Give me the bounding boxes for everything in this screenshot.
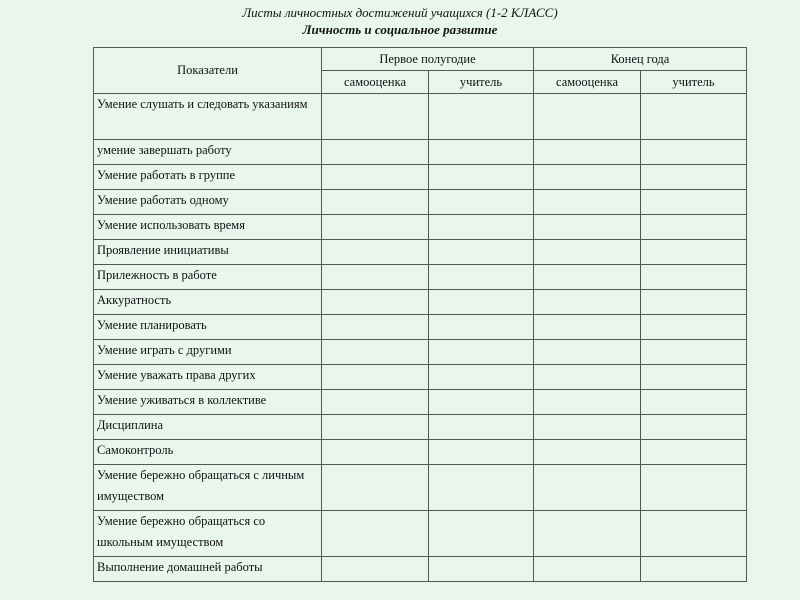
year-end-teacher-cell[interactable] [641, 215, 747, 240]
table-row [94, 340, 747, 365]
first-half-teacher-cell[interactable] [429, 511, 534, 557]
table-row [94, 390, 747, 415]
year-end-teacher-cell[interactable] [641, 440, 747, 465]
header-first-half-self: самооценка [322, 71, 429, 94]
first-half-teacher-cell[interactable] [429, 265, 534, 290]
year-end-self-cell[interactable] [534, 390, 641, 415]
year-end-self-cell[interactable] [534, 265, 641, 290]
year-end-self-cell[interactable] [534, 315, 641, 340]
header-indicators: Показатели [94, 48, 322, 94]
year-end-self-cell[interactable] [534, 511, 641, 557]
first-half-teacher-cell[interactable] [429, 440, 534, 465]
table-row [94, 94, 747, 140]
row-label: Аккуратность [94, 290, 322, 315]
first-half-teacher-cell[interactable] [429, 215, 534, 240]
year-end-self-cell[interactable] [534, 140, 641, 165]
first-half-teacher-cell[interactable] [429, 165, 534, 190]
row-label: Умение использовать время [94, 215, 322, 240]
row-label: Умение бережно обращаться с личным имуществом [94, 465, 322, 511]
first-half-teacher-cell[interactable] [429, 290, 534, 315]
header-year-end-teacher: учитель [641, 71, 747, 94]
row-label: Умение слушать и следовать указаниям [94, 94, 322, 140]
year-end-teacher-cell[interactable] [641, 165, 747, 190]
table-row [94, 240, 747, 265]
table-row [94, 190, 747, 215]
table-row [94, 165, 747, 190]
page-title: Листы личностных достижений учащихся (1-2 КЛАСС) [242, 5, 558, 20]
table-row [94, 511, 747, 557]
first-half-self-cell[interactable] [322, 340, 429, 365]
year-end-self-cell[interactable] [534, 557, 641, 582]
year-end-teacher-cell[interactable] [641, 240, 747, 265]
year-end-teacher-cell[interactable] [641, 365, 747, 390]
year-end-self-cell[interactable] [534, 440, 641, 465]
year-end-self-cell[interactable] [534, 415, 641, 440]
row-label: Умение планировать [94, 315, 322, 340]
table-row [94, 215, 747, 240]
first-half-self-cell[interactable] [322, 557, 429, 582]
header-year-end: Конец года [534, 48, 747, 71]
first-half-teacher-cell[interactable] [429, 94, 534, 140]
first-half-teacher-cell[interactable] [429, 365, 534, 390]
first-half-teacher-cell[interactable] [429, 340, 534, 365]
year-end-self-cell[interactable] [534, 190, 641, 215]
first-half-self-cell[interactable] [322, 165, 429, 190]
year-end-teacher-cell[interactable] [641, 290, 747, 315]
first-half-self-cell[interactable] [322, 440, 429, 465]
header-row-main [94, 48, 747, 71]
table-row [94, 415, 747, 440]
first-half-self-cell[interactable] [322, 190, 429, 215]
first-half-self-cell[interactable] [322, 365, 429, 390]
header-year-end-self: самооценка [534, 71, 641, 94]
year-end-self-cell[interactable] [534, 240, 641, 265]
year-end-self-cell[interactable] [534, 94, 641, 140]
row-label: Выполнение домашней работы [94, 557, 322, 582]
year-end-teacher-cell[interactable] [641, 190, 747, 215]
year-end-self-cell[interactable] [534, 365, 641, 390]
first-half-self-cell[interactable] [322, 511, 429, 557]
year-end-self-cell[interactable] [534, 215, 641, 240]
year-end-self-cell[interactable] [534, 465, 641, 511]
first-half-self-cell[interactable] [322, 465, 429, 511]
first-half-self-cell[interactable] [322, 140, 429, 165]
first-half-teacher-cell[interactable] [429, 190, 534, 215]
row-label: Умение уживаться в коллективе [94, 390, 322, 415]
table-row [94, 265, 747, 290]
first-half-self-cell[interactable] [322, 265, 429, 290]
first-half-teacher-cell[interactable] [429, 315, 534, 340]
year-end-teacher-cell[interactable] [641, 140, 747, 165]
table-body [94, 94, 747, 582]
first-half-teacher-cell[interactable] [429, 390, 534, 415]
first-half-self-cell[interactable] [322, 390, 429, 415]
first-half-self-cell[interactable] [322, 240, 429, 265]
table-row [94, 440, 747, 465]
year-end-teacher-cell[interactable] [641, 415, 747, 440]
page-subtitle: Личность и социальное развитие [302, 22, 498, 37]
row-label: Прилежность в работе [94, 265, 322, 290]
row-label: Умение играть с другими [94, 340, 322, 365]
year-end-teacher-cell[interactable] [641, 94, 747, 140]
first-half-teacher-cell[interactable] [429, 465, 534, 511]
row-label: Умение работать одному [94, 190, 322, 215]
table-row [94, 465, 747, 511]
year-end-teacher-cell[interactable] [641, 465, 747, 511]
year-end-teacher-cell[interactable] [641, 265, 747, 290]
table-row [94, 315, 747, 340]
row-label: Умение уважать права других [94, 365, 322, 390]
first-half-self-cell[interactable] [322, 315, 429, 340]
year-end-teacher-cell[interactable] [641, 390, 747, 415]
achievement-table [93, 47, 747, 582]
row-label: Проявление инициативы [94, 240, 322, 265]
table-row [94, 365, 747, 390]
year-end-teacher-cell[interactable] [641, 340, 747, 365]
year-end-self-cell[interactable] [534, 290, 641, 315]
row-label: Умение работать в группе [94, 165, 322, 190]
row-label: Самоконтроль [94, 440, 322, 465]
first-half-teacher-cell[interactable] [429, 557, 534, 582]
header-first-half-teacher: учитель [429, 71, 534, 94]
first-half-self-cell[interactable] [322, 415, 429, 440]
first-half-self-cell[interactable] [322, 290, 429, 315]
year-end-teacher-cell[interactable] [641, 315, 747, 340]
first-half-teacher-cell[interactable] [429, 140, 534, 165]
year-end-self-cell[interactable] [534, 165, 641, 190]
table-row [94, 140, 747, 165]
table-row [94, 557, 747, 582]
page-heading [0, 4, 800, 38]
year-end-self-cell[interactable] [534, 340, 641, 365]
first-half-teacher-cell[interactable] [429, 240, 534, 265]
table-row [94, 290, 747, 315]
row-label: Умение бережно обращаться со школьным имуществом [94, 511, 322, 557]
year-end-teacher-cell[interactable] [641, 511, 747, 557]
header-first-half: Первое полугодие [322, 48, 534, 71]
first-half-self-cell[interactable] [322, 94, 429, 140]
row-label: Дисциплина [94, 415, 322, 440]
first-half-teacher-cell[interactable] [429, 415, 534, 440]
year-end-teacher-cell[interactable] [641, 557, 747, 582]
first-half-self-cell[interactable] [322, 215, 429, 240]
row-label: умение завершать работу [94, 140, 322, 165]
